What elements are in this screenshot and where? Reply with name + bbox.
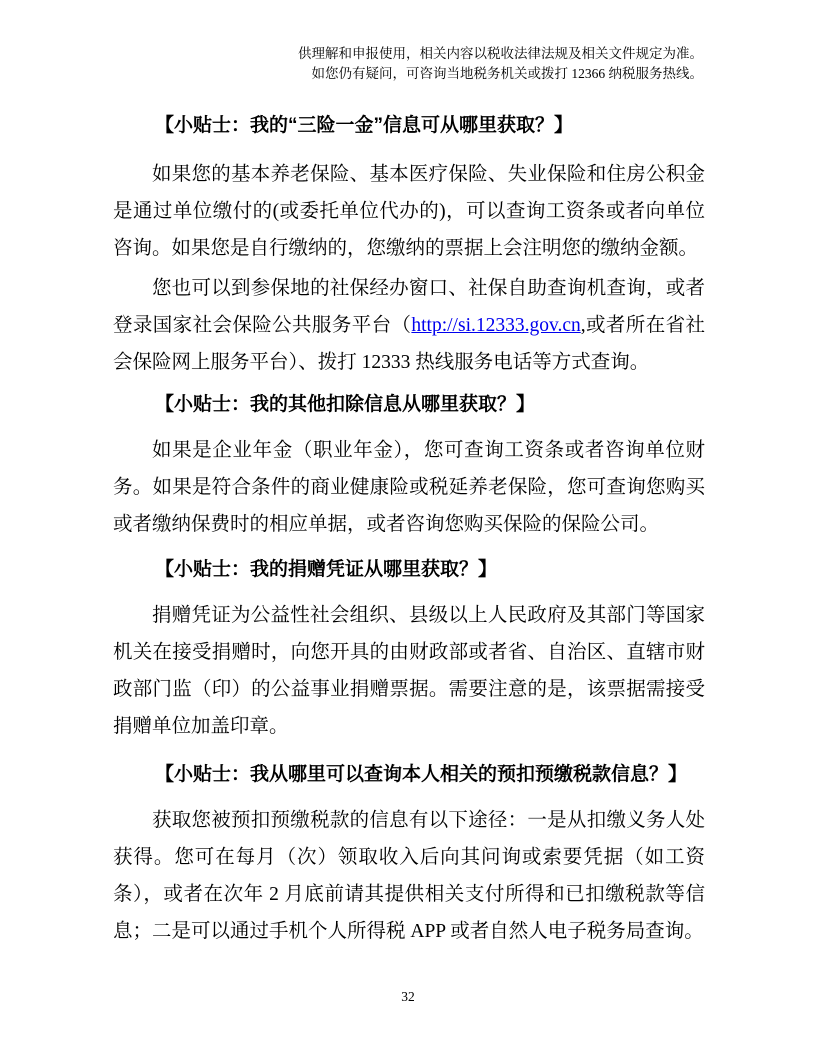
tip-paragraph-donation-voucher: 捐赠凭证为公益性社会组织、县级以上人民政府及其部门等国家机关在接受捐赠时，向您开具的由财政部或者省、自治区、直辖市财政部门监（印）的公益事业捐赠票据。需要注意的是，该票据需接受捐赠单位加盖印章。 (113, 605, 705, 737)
tip-heading-other-deductions: 【小贴士：我的其他扣除信息从哪里获取？】 (155, 394, 536, 415)
paragraph-text-after-link: ,或者所在省社会保险网上服务平台）、拨打 12333 热线服务电话等方式查询。 (113, 315, 705, 373)
tip-paragraph-social-insurance-2 (113, 270, 705, 381)
header-note-line-1: 供理解和申报使用，相关内容以税收法律法规及相关文件规定为准。 (298, 46, 703, 61)
tip-heading-social-insurance: 【小贴士：我的“三险一金”信息可从哪里获取？】 (155, 115, 574, 136)
tip-paragraph-withholding-info: 获取您被预扣预缴税款的信息有以下途径：一是从扣缴义务人处获得。您可在每月（次）领取收入后向其问询或索要凭据（如工资条），或者在次年 2 月底前请其提供相关支付所得和已扣缴税款等信息；二是可以通过手机个人所得税 APP 或者自然人电子税务局查询。 (113, 810, 705, 942)
header-note-line-2: 如您仍有疑问，可咨询当地税务机关或拨打 12366 纳税服务热线。 (311, 66, 703, 81)
tip-heading-withholding-info: 【小贴士：我从哪里可以查询本人相关的预扣预缴税款信息？】 (155, 764, 688, 785)
tip-heading-donation-voucher: 【小贴士：我的捐赠凭证从哪里获取？】 (155, 559, 498, 580)
page-header-note (298, 44, 703, 84)
paragraph-text-before-link: 您也可以到参保地的社保经办窗口、社保自助查询机查询，或者登录国家社会保险公共服务平台（ (113, 278, 705, 336)
social-insurance-platform-link[interactable]: http://si.12333.gov.cn (411, 315, 581, 336)
tip-paragraph-other-deductions: 如果是企业年金（职业年金），您可查询工资条或者咨询单位财务。如果是符合条件的商业健康险或税延养老保险，您可查询您购买或者缴纳保费时的相应单据，或者咨询您购买保险的保险公司。 (113, 440, 705, 535)
page-number: 32 (401, 989, 415, 1004)
tip-paragraph-social-insurance-1: 如果您的基本养老保险、基本医疗保险、失业保险和住房公积金是通过单位缴付的(或委托单位代办的)，可以查询工资条或者向单位咨询。如果您是自行缴纳的，您缴纳的票据上会注明您的缴纳金额。 (113, 164, 705, 259)
